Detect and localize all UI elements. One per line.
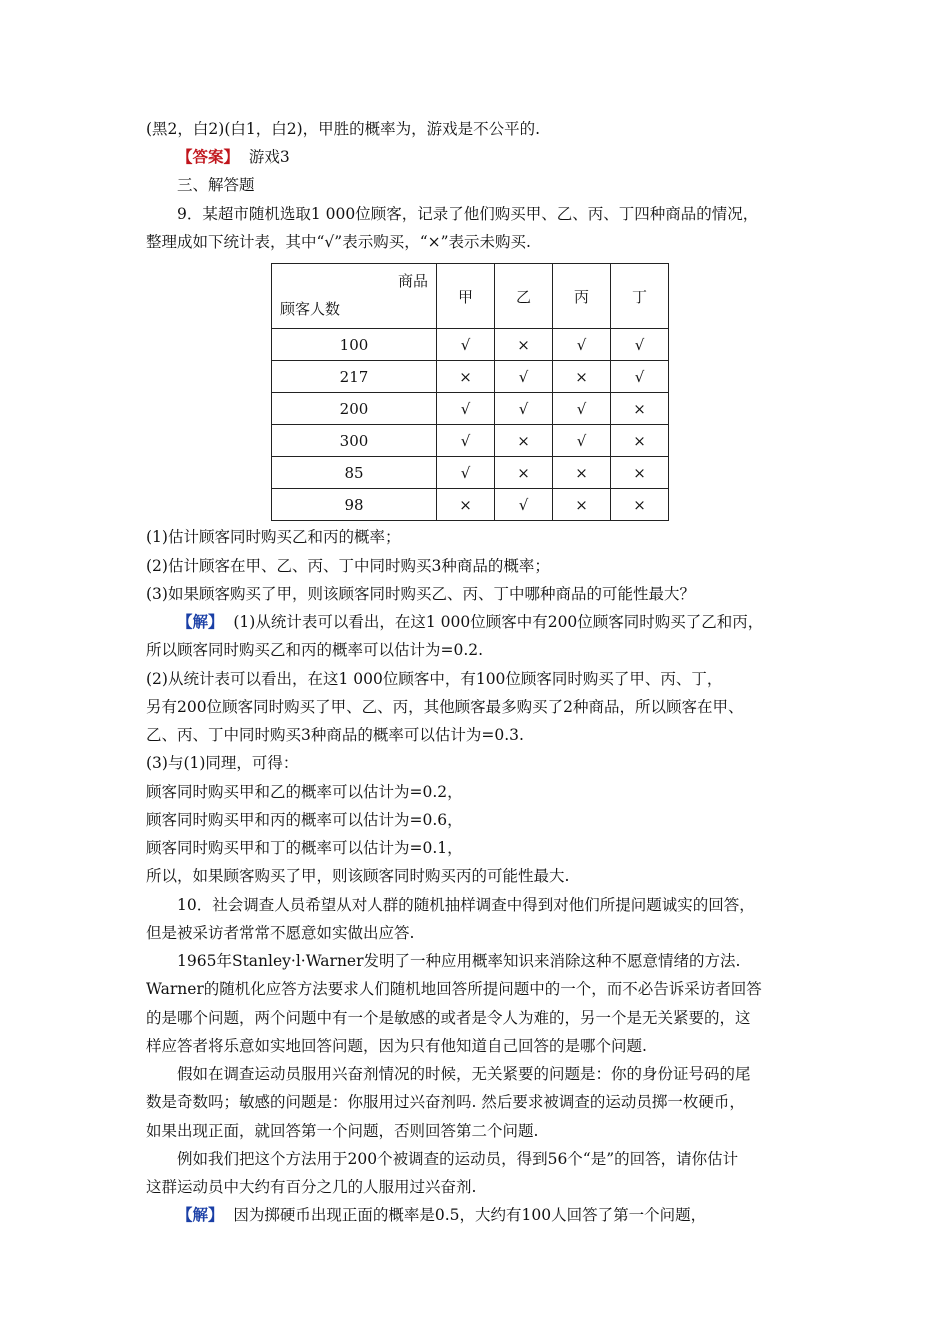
mark-cell: √ <box>553 393 611 425</box>
solution-line: 顾客同时购买甲和乙的概率可以估计为=0.2， <box>146 783 463 801</box>
solution-line: 乙、丙、丁中同时购买3种商品的概率可以估计为=0.3. <box>146 726 524 744</box>
solution-text: 因为掷硬币出现正面的概率是0.5，大约有100人回答了第一个问题， <box>233 1206 707 1224</box>
q10-line: 10．社会调查人员希望从对人群的随机抽样调查中得到对他们所提问题诚实的回答， <box>177 896 755 914</box>
solution-line: (2)从统计表可以看出，在这1 000位顾客中，有100位顾客同时购买了甲、丙、丁， <box>146 670 723 688</box>
mark-cell: × <box>611 393 669 425</box>
solution-line: 所以顾客同时购买乙和丙的概率可以估计为=0.2. <box>146 641 484 659</box>
mark-cell: × <box>611 457 669 489</box>
mark-cell: × <box>437 489 495 521</box>
count-cell: 98 <box>272 489 437 521</box>
count-cell: 300 <box>272 425 437 457</box>
table-row <box>272 361 669 393</box>
count-cell: 200 <box>272 393 437 425</box>
count-cell: 217 <box>272 361 437 393</box>
mark-cell: √ <box>437 329 495 361</box>
column-header: 甲 <box>437 264 495 329</box>
corner-top-label: 商品 <box>397 272 428 290</box>
q10-line: 假如在调查运动员服用兴奋剂情况的时候，无关紧要的问题是：你的身份证号码的尾 <box>177 1065 751 1083</box>
answer-text: 游戏3 <box>248 148 290 166</box>
mark-cell: × <box>611 425 669 457</box>
solution-line: 另有200位顾客同时购买了甲、乙、丙，其他顾客最多购买了2种商品，所以顾客在甲、 <box>146 698 744 716</box>
mark-cell: × <box>553 457 611 489</box>
solution-tag: 【解】 <box>177 612 224 631</box>
mark-cell: √ <box>495 489 553 521</box>
solution-line: 顾客同时购买甲和丁的概率可以估计为=0.1， <box>146 839 463 857</box>
table-row <box>272 489 669 521</box>
q10-line: 这群运动员中大约有百分之几的人服用过兴奋剂. <box>146 1178 477 1196</box>
q10-line: 样应答者将乐意如实地回答问题，因为只有他知道自己回答的是哪个问题. <box>146 1037 647 1055</box>
q9-line-2: 整理成如下统计表，其中“√”表示购买，“×”表示未购买. <box>146 233 531 251</box>
mark-cell: √ <box>553 425 611 457</box>
mark-cell: × <box>553 489 611 521</box>
solution-line: (3)与(1)同理，可得： <box>146 754 299 772</box>
q10-line: 如果出现正面，就回答第一个问题，否则回答第二个问题. <box>146 1122 539 1140</box>
q10-line: 1965年Stanley·l·Warner发明了一种应用概率知识来消除这种不愿意情绪的方法. <box>177 952 741 970</box>
mark-cell: √ <box>611 329 669 361</box>
mark-cell: √ <box>553 329 611 361</box>
q10-line: 数是奇数吗；敏感的问题是：你服用过兴奋剂吗. 然后要求被调查的运动员掷一枚硬币， <box>146 1093 745 1111</box>
table-corner-cell <box>272 264 437 329</box>
stats-table <box>271 263 669 521</box>
q10-line: 的是哪个问题，两个问题中有一个是敏感的或者是令人为难的，另一个是无关紧要的，这 <box>146 1009 751 1027</box>
count-cell: 85 <box>272 457 437 489</box>
question-part-1: (1)估计顾客同时购买乙和丙的概率； <box>146 528 401 546</box>
question-part-3: (3)如果顾客购买了甲，则该顾客同时购买乙、丙、丁中哪种商品的可能性最大？ <box>146 585 695 603</box>
mark-cell: √ <box>495 361 553 393</box>
q10-line: 但是被采访者常常不愿意如实做出应答. <box>146 924 415 942</box>
mark-cell: √ <box>437 393 495 425</box>
mark-cell: √ <box>437 457 495 489</box>
question-part-2: (2)估计顾客在甲、乙、丙、丁中同时购买3种商品的概率； <box>146 557 550 575</box>
q10-solution-line <box>177 1204 706 1226</box>
mark-cell: √ <box>495 393 553 425</box>
answer-line <box>177 146 290 168</box>
solution-line-1 <box>177 611 763 633</box>
corner-bottom-label: 顾客人数 <box>280 300 341 318</box>
q10-line: Warner的随机化应答方法要求人们随机地回答所提问题中的一个，而不必告诉采访者回答 <box>146 980 762 998</box>
mark-cell: × <box>553 361 611 393</box>
table-header-row <box>272 264 669 329</box>
answer-tag: 【答案】 <box>177 147 240 166</box>
table-row <box>272 425 669 457</box>
section-heading: 三、解答题 <box>177 176 255 194</box>
column-header: 丁 <box>611 264 669 329</box>
mark-cell: √ <box>611 361 669 393</box>
solution-text: (1)从统计表可以看出，在这1 000位顾客中有200位顾客同时购买了乙和丙， <box>233 613 764 631</box>
mark-cell: × <box>495 425 553 457</box>
solution-line: 顾客同时购买甲和丙的概率可以估计为=0.6， <box>146 811 463 829</box>
q9-line-1: 9．某超市随机选取1 000位顾客，记录了他们购买甲、乙、丙、丁四种商品的情况， <box>177 205 759 223</box>
count-cell: 100 <box>272 329 437 361</box>
mark-cell: √ <box>437 425 495 457</box>
solution-line: 所以，如果顾客购买了甲，则该顾客同时购买丙的可能性最大. <box>146 867 570 885</box>
table-row <box>272 329 669 361</box>
column-header: 丙 <box>553 264 611 329</box>
text-line: (黑2，白2)(白1，白2)，甲胜的概率为，游戏是不公平的. <box>146 120 541 138</box>
solution-tag: 【解】 <box>177 1205 224 1224</box>
table-row <box>272 393 669 425</box>
mark-cell: × <box>611 489 669 521</box>
mark-cell: × <box>437 361 495 393</box>
table-row <box>272 457 669 489</box>
column-header: 乙 <box>495 264 553 329</box>
q10-line: 例如我们把这个方法用于200个被调查的运动员，得到56个“是”的回答，请你估计 <box>177 1150 739 1168</box>
mark-cell: × <box>495 329 553 361</box>
mark-cell: × <box>495 457 553 489</box>
